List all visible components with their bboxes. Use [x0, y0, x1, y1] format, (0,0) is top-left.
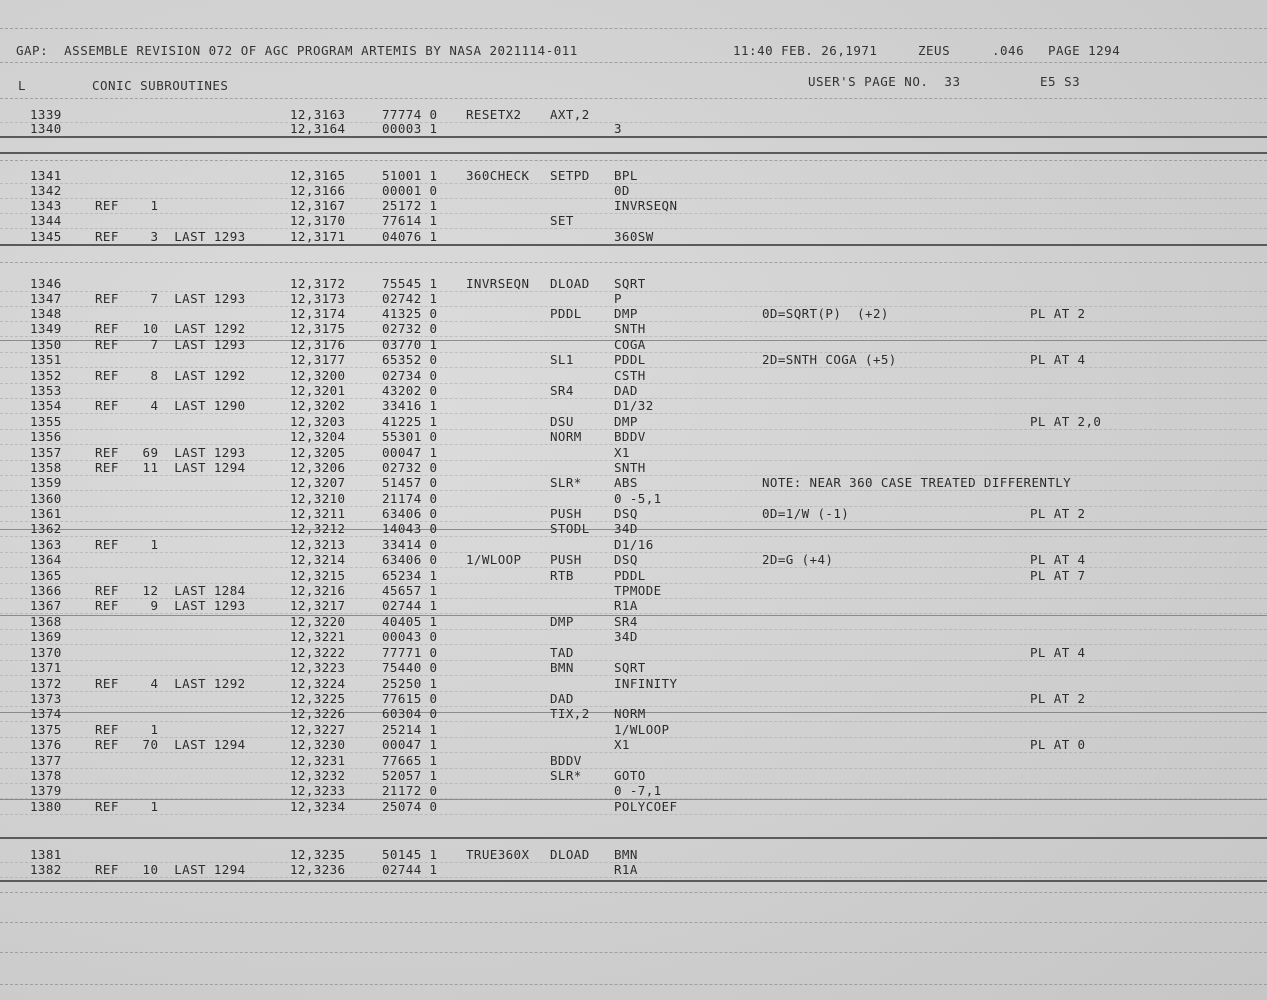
cross-reference: REF 4 LAST 1290 — [95, 398, 246, 413]
page-code: E5 S3 — [1040, 74, 1081, 89]
time-date: 11:40 FEB. 26,1971 — [733, 43, 878, 58]
operand: INVRSEQN — [614, 198, 678, 213]
octal-word: 02732 0 — [382, 321, 438, 336]
operand: DAD — [614, 383, 638, 398]
line-number: 1351 — [30, 352, 62, 367]
line-number: 1370 — [30, 645, 62, 660]
comment: 0D=SQRT(P) (+2) — [762, 306, 889, 321]
octal-word: 02744 1 — [382, 598, 438, 613]
operand: 0D — [614, 183, 630, 198]
listing-row — [0, 121, 1267, 136]
system-name: ZEUS — [918, 43, 951, 58]
ruled-line — [0, 262, 1267, 263]
operand: DSQ — [614, 552, 638, 567]
listing-row — [0, 291, 1267, 306]
line-number: 1358 — [30, 460, 62, 475]
line-number: 1345 — [30, 229, 62, 244]
listing-row — [0, 862, 1267, 877]
operand: SNTH — [614, 321, 646, 336]
listing-row — [0, 645, 1267, 660]
line-number: 1354 — [30, 398, 62, 413]
operand: X1 — [614, 737, 630, 752]
octal-word: 21174 0 — [382, 491, 438, 506]
address: 12,3201 — [290, 383, 346, 398]
row-rule — [0, 877, 1267, 878]
line-number: 1353 — [30, 383, 62, 398]
operand: SNTH — [614, 460, 646, 475]
octal-word: 02744 1 — [382, 862, 438, 877]
separator-line — [0, 244, 1267, 246]
line-number: 1349 — [30, 321, 62, 336]
address: 12,3212 — [290, 521, 346, 536]
octal-word: 04076 1 — [382, 229, 438, 244]
operand: X1 — [614, 445, 630, 460]
pushdown-level: PL AT 2,0 — [1030, 414, 1102, 429]
ruled-line — [0, 160, 1267, 161]
opcode: PUSH — [550, 552, 582, 567]
address: 12,3231 — [290, 753, 346, 768]
label: RESETX2 — [466, 107, 522, 122]
cross-reference: REF 4 LAST 1292 — [95, 676, 246, 691]
ruled-line — [0, 984, 1267, 985]
operand: ABS — [614, 475, 638, 490]
opcode: DSU — [550, 414, 574, 429]
opcode: SET — [550, 213, 574, 228]
line-number: 1374 — [30, 706, 62, 721]
line-number: 1364 — [30, 552, 62, 567]
listing-row — [0, 352, 1267, 367]
opcode: DMP — [550, 614, 574, 629]
octal-word: 77614 1 — [382, 213, 438, 228]
listing-row — [0, 229, 1267, 244]
listing-row — [0, 783, 1267, 798]
opcode: TAD — [550, 645, 574, 660]
opcode: SETPD — [550, 168, 590, 183]
octal-word: 65352 0 — [382, 352, 438, 367]
operand: BPL — [614, 168, 638, 183]
address: 12,3175 — [290, 321, 346, 336]
label: INVRSEQN — [466, 276, 530, 291]
opcode: PUSH — [550, 506, 582, 521]
operand: DSQ — [614, 506, 638, 521]
ruled-line — [0, 952, 1267, 953]
listing-row — [0, 107, 1267, 122]
separator-line — [0, 880, 1267, 882]
address: 12,3205 — [290, 445, 346, 460]
line-number: 1362 — [30, 521, 62, 536]
opcode: NORM — [550, 429, 582, 444]
address: 12,3174 — [290, 306, 346, 321]
label: 360CHECK — [466, 168, 530, 183]
ruled-line — [0, 922, 1267, 923]
cross-reference: REF 1 — [95, 799, 159, 814]
octal-word: 55301 0 — [382, 429, 438, 444]
octal-word: 50145 1 — [382, 847, 438, 862]
address: 12,3235 — [290, 847, 346, 862]
comment: 0D=1/W (-1) — [762, 506, 850, 521]
octal-word: 00003 1 — [382, 121, 438, 136]
operand: BMN — [614, 847, 638, 862]
run-code: .046 — [992, 43, 1025, 58]
address: 12,3236 — [290, 862, 346, 877]
address: 12,3216 — [290, 583, 346, 598]
label: 1/WLOOP — [466, 552, 522, 567]
line-number: 1379 — [30, 783, 62, 798]
operand: 1/WLOOP — [614, 722, 670, 737]
listing-row — [0, 568, 1267, 583]
separator-line — [0, 136, 1267, 138]
listing-row — [0, 691, 1267, 706]
address: 12,3215 — [290, 568, 346, 583]
ruled-line — [0, 98, 1267, 99]
listing-row — [0, 847, 1267, 862]
octal-word: 77615 0 — [382, 691, 438, 706]
address: 12,3171 — [290, 229, 346, 244]
line-number: 1352 — [30, 368, 62, 383]
section-title: CONIC SUBROUTINES — [92, 78, 229, 93]
octal-word: 14043 0 — [382, 521, 438, 536]
listing-row — [0, 706, 1267, 721]
listing-row — [0, 583, 1267, 598]
listing-row — [0, 552, 1267, 567]
octal-word: 77771 0 — [382, 645, 438, 660]
octal-word: 60304 0 — [382, 706, 438, 721]
operand: PDDL — [614, 352, 646, 367]
line-number: 1382 — [30, 862, 62, 877]
address: 12,3223 — [290, 660, 346, 675]
octal-word: 51457 0 — [382, 475, 438, 490]
address: 12,3210 — [290, 491, 346, 506]
listing-row — [0, 491, 1267, 506]
listing-row — [0, 168, 1267, 183]
address: 12,3213 — [290, 537, 346, 552]
pushdown-level: PL AT 7 — [1030, 568, 1086, 583]
opcode: PDDL — [550, 306, 582, 321]
octal-word: 25172 1 — [382, 198, 438, 213]
octal-word: 77774 0 — [382, 107, 438, 122]
opcode: RTB — [550, 568, 574, 583]
octal-word: 25214 1 — [382, 722, 438, 737]
address: 12,3166 — [290, 183, 346, 198]
operand: TPMODE — [614, 583, 662, 598]
page-number: PAGE 1294 — [1048, 43, 1121, 58]
listing-row — [0, 506, 1267, 521]
address: 12,3232 — [290, 768, 346, 783]
line-number: 1373 — [30, 691, 62, 706]
comment: 2D=SNTH COGA (+5) — [762, 352, 897, 367]
address: 12,3164 — [290, 121, 346, 136]
row-rule — [0, 814, 1267, 815]
listing-row — [0, 321, 1267, 336]
opcode: DAD — [550, 691, 574, 706]
address: 12,3221 — [290, 629, 346, 644]
operand: 34D — [614, 521, 638, 536]
address: 12,3220 — [290, 614, 346, 629]
line-number: 1369 — [30, 629, 62, 644]
users-page-number: USER'S PAGE NO. 33 — [808, 74, 961, 89]
address: 12,3214 — [290, 552, 346, 567]
cross-reference: REF 69 LAST 1293 — [95, 445, 246, 460]
line-number: 1367 — [30, 598, 62, 613]
address: 12,3200 — [290, 368, 346, 383]
octal-word: 52057 1 — [382, 768, 438, 783]
operand: 0 -7,1 — [614, 783, 662, 798]
pushdown-level: PL AT 4 — [1030, 552, 1086, 567]
operand: POLYCOEF — [614, 799, 678, 814]
octal-word: 02732 0 — [382, 460, 438, 475]
operand: P — [614, 291, 622, 306]
opcode: BDDV — [550, 753, 582, 768]
line-number: 1339 — [30, 107, 62, 122]
line-number: 1350 — [30, 337, 62, 352]
line-number: 1348 — [30, 306, 62, 321]
octal-word: 45657 1 — [382, 583, 438, 598]
operand: 360SW — [614, 229, 654, 244]
pushdown-level: PL AT 4 — [1030, 352, 1086, 367]
line-number: 1360 — [30, 491, 62, 506]
line-number: 1347 — [30, 291, 62, 306]
address: 12,3206 — [290, 460, 346, 475]
opcode: STODL — [550, 521, 590, 536]
cross-reference: REF 70 LAST 1294 — [95, 737, 246, 752]
cross-reference: REF 1 — [95, 537, 159, 552]
address: 12,3207 — [290, 475, 346, 490]
operand: R1A — [614, 598, 638, 613]
cross-reference: REF 10 LAST 1292 — [95, 321, 246, 336]
operand: CSTH — [614, 368, 646, 383]
operand: R1A — [614, 862, 638, 877]
line-number: 1361 — [30, 506, 62, 521]
listing-row — [0, 276, 1267, 291]
cross-reference: REF 9 LAST 1293 — [95, 598, 246, 613]
octal-word: 41225 1 — [382, 414, 438, 429]
listing-row — [0, 676, 1267, 691]
octal-word: 00001 0 — [382, 183, 438, 198]
listing-row — [0, 368, 1267, 383]
listing-row — [0, 629, 1267, 644]
listing-row — [0, 537, 1267, 552]
address: 12,3233 — [290, 783, 346, 798]
cross-reference: REF 7 LAST 1293 — [95, 337, 246, 352]
comment: 2D=G (+4) — [762, 552, 834, 567]
line-number: 1346 — [30, 276, 62, 291]
ruled-line — [0, 28, 1267, 29]
address: 12,3163 — [290, 107, 346, 122]
listing-row — [0, 460, 1267, 475]
octal-word: 25250 1 — [382, 676, 438, 691]
label: TRUE360X — [466, 847, 530, 862]
listing-row — [0, 383, 1267, 398]
opcode: DLOAD — [550, 276, 590, 291]
octal-word: 65234 1 — [382, 568, 438, 583]
address: 12,3167 — [290, 198, 346, 213]
octal-word: 25074 0 — [382, 799, 438, 814]
listing-row — [0, 614, 1267, 629]
address: 12,3202 — [290, 398, 346, 413]
address: 12,3177 — [290, 352, 346, 367]
listing-row — [0, 799, 1267, 814]
listing-row — [0, 429, 1267, 444]
line-number: 1355 — [30, 414, 62, 429]
octal-word: 02734 0 — [382, 368, 438, 383]
opcode: SL1 — [550, 352, 574, 367]
opcode: TIX,2 — [550, 706, 590, 721]
operand: DMP — [614, 306, 638, 321]
operand: 0 -5,1 — [614, 491, 662, 506]
opcode: SLR* — [550, 475, 582, 490]
octal-word: 40405 1 — [382, 614, 438, 629]
octal-word: 33416 1 — [382, 398, 438, 413]
ruled-line — [0, 62, 1267, 63]
opcode: AXT,2 — [550, 107, 590, 122]
address: 12,3204 — [290, 429, 346, 444]
opcode: SLR* — [550, 768, 582, 783]
address: 12,3227 — [290, 722, 346, 737]
address: 12,3173 — [290, 291, 346, 306]
operand: COGA — [614, 337, 646, 352]
address: 12,3222 — [290, 645, 346, 660]
operand: DMP — [614, 414, 638, 429]
address: 12,3224 — [290, 676, 346, 691]
line-number: 1363 — [30, 537, 62, 552]
cross-reference: REF 12 LAST 1284 — [95, 583, 246, 598]
line-number: 1375 — [30, 722, 62, 737]
octal-word: 63406 0 — [382, 552, 438, 567]
assembly-title: GAP: ASSEMBLE REVISION 072 OF AGC PROGRAM ARTEMIS BY NASA 2021114-011 — [16, 43, 578, 58]
line-number: 1365 — [30, 568, 62, 583]
line-number: 1342 — [30, 183, 62, 198]
octal-word: 77665 1 — [382, 753, 438, 768]
line-number: 1371 — [30, 660, 62, 675]
octal-word: 63406 0 — [382, 506, 438, 521]
octal-word: 75440 0 — [382, 660, 438, 675]
address: 12,3225 — [290, 691, 346, 706]
cross-reference: REF 10 LAST 1294 — [95, 862, 246, 877]
address: 12,3234 — [290, 799, 346, 814]
octal-word: 00047 1 — [382, 445, 438, 460]
address: 12,3176 — [290, 337, 346, 352]
octal-word: 21172 0 — [382, 783, 438, 798]
line-number: 1343 — [30, 198, 62, 213]
comment: NOTE: NEAR 360 CASE TREATED DIFFERENTLY — [762, 475, 1072, 490]
operand: D1/16 — [614, 537, 654, 552]
pushdown-level: PL AT 4 — [1030, 645, 1086, 660]
opcode: DLOAD — [550, 847, 590, 862]
address: 12,3230 — [290, 737, 346, 752]
octal-word: 02742 1 — [382, 291, 438, 306]
opcode: SR4 — [550, 383, 574, 398]
pushdown-level: PL AT 2 — [1030, 306, 1086, 321]
address: 12,3211 — [290, 506, 346, 521]
listing-row — [0, 213, 1267, 228]
address: 12,3165 — [290, 168, 346, 183]
listing-row — [0, 722, 1267, 737]
listing-row — [0, 475, 1267, 490]
octal-word: 43202 0 — [382, 383, 438, 398]
line-number: 1381 — [30, 847, 62, 862]
pushdown-level: PL AT 2 — [1030, 691, 1086, 706]
cross-reference: REF 1 — [95, 722, 159, 737]
operand: BDDV — [614, 429, 646, 444]
address: 12,3170 — [290, 213, 346, 228]
listing-row — [0, 768, 1267, 783]
address: 12,3203 — [290, 414, 346, 429]
octal-word: 51001 1 — [382, 168, 438, 183]
cross-reference: REF 11 LAST 1294 — [95, 460, 246, 475]
line-number: 1344 — [30, 213, 62, 228]
listing-row — [0, 598, 1267, 613]
line-number: 1341 — [30, 168, 62, 183]
operand: NORM — [614, 706, 646, 721]
octal-word: 33414 0 — [382, 537, 438, 552]
line-number: 1380 — [30, 799, 62, 814]
line-number: 1368 — [30, 614, 62, 629]
section-marker: L — [18, 78, 27, 93]
listing-row — [0, 660, 1267, 675]
separator-line — [0, 152, 1267, 154]
listing-row — [0, 737, 1267, 752]
ruled-line — [0, 892, 1267, 893]
operand: D1/32 — [614, 398, 654, 413]
octal-word: 00047 1 — [382, 737, 438, 752]
pushdown-level: PL AT 0 — [1030, 737, 1086, 752]
listing-row — [0, 445, 1267, 460]
operand: 34D — [614, 629, 638, 644]
listing-row — [0, 414, 1267, 429]
octal-word: 41325 0 — [382, 306, 438, 321]
line-number: 1378 — [30, 768, 62, 783]
listing-row — [0, 337, 1267, 352]
line-number: 1359 — [30, 475, 62, 490]
cross-reference: REF 8 LAST 1292 — [95, 368, 246, 383]
octal-word: 00043 0 — [382, 629, 438, 644]
line-number: 1376 — [30, 737, 62, 752]
listing-row — [0, 398, 1267, 413]
cross-reference: REF 1 — [95, 198, 159, 213]
octal-word: 75545 1 — [382, 276, 438, 291]
line-number: 1372 — [30, 676, 62, 691]
listing-row — [0, 521, 1267, 536]
operand: INFINITY — [614, 676, 678, 691]
line-number: 1340 — [30, 121, 62, 136]
operand: SQRT — [614, 660, 646, 675]
cross-reference: REF 7 LAST 1293 — [95, 291, 246, 306]
address: 12,3226 — [290, 706, 346, 721]
operand: SR4 — [614, 614, 638, 629]
listing-row — [0, 183, 1267, 198]
operand: SQRT — [614, 276, 646, 291]
listing-row — [0, 306, 1267, 321]
line-number: 1357 — [30, 445, 62, 460]
operand: 3 — [614, 121, 622, 136]
separator-line — [0, 837, 1267, 839]
line-number: 1356 — [30, 429, 62, 444]
listing-row — [0, 753, 1267, 768]
operand: GOTO — [614, 768, 646, 783]
address: 12,3172 — [290, 276, 346, 291]
opcode: BMN — [550, 660, 574, 675]
line-number: 1377 — [30, 753, 62, 768]
operand: PDDL — [614, 568, 646, 583]
address: 12,3217 — [290, 598, 346, 613]
cross-reference: REF 3 LAST 1293 — [95, 229, 246, 244]
pushdown-level: PL AT 2 — [1030, 506, 1086, 521]
line-number: 1366 — [30, 583, 62, 598]
octal-word: 03770 1 — [382, 337, 438, 352]
listing-row — [0, 198, 1267, 213]
